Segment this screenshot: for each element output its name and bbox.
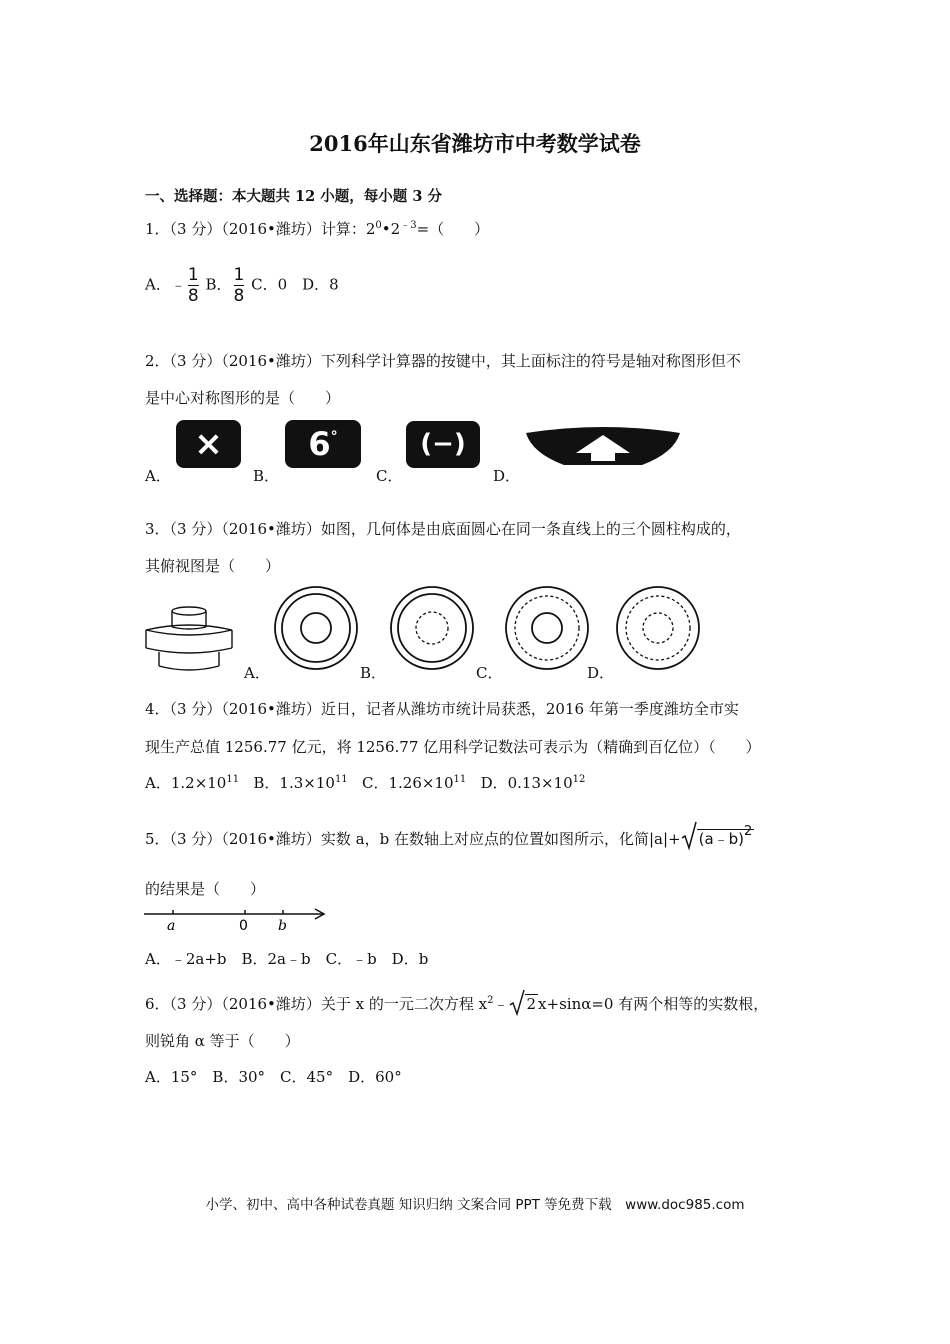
q1-options-cd: C．0 D．8 bbox=[251, 275, 339, 294]
q1-option-a-fraction bbox=[188, 266, 199, 305]
multiply-icon: × bbox=[194, 424, 223, 464]
question-5-line-1 bbox=[145, 824, 754, 849]
q1-text-prefix: 1．（3 分）（2016•潍坊）计算：2 bbox=[145, 220, 376, 238]
stacked-cylinders-figure bbox=[143, 606, 235, 672]
q2-option-d-label: D． bbox=[493, 467, 521, 485]
q5-sqrt-expression bbox=[681, 824, 755, 849]
q1-option-a-label: A． bbox=[145, 275, 171, 294]
axis-label-zero: 0 bbox=[239, 918, 248, 934]
fraction-numerator: 1 bbox=[187, 265, 199, 285]
q3-option-a-label: A． bbox=[244, 664, 270, 682]
q1-exponent-2: ﹣3 bbox=[400, 220, 417, 231]
q1-text-mid: •2 bbox=[381, 220, 401, 238]
question-1-options bbox=[145, 266, 339, 305]
q3-option-d-label: D． bbox=[587, 664, 615, 682]
question-4-line-1: 4．（3 分）（2016•潍坊）近日，记者从潍坊市统计局获悉，2016 年第一季度潍坊全市实 bbox=[145, 700, 739, 718]
q5-radicand: (a﹣b)$^2$ bbox=[698, 824, 753, 848]
q4-option-d: D．$0.13\times 10^{12}$ bbox=[480, 774, 586, 792]
q1-text-suffix: =（ ） bbox=[416, 220, 490, 238]
page-footer: 小学、初中、高中各种试卷真题 知识归纳 文案合同 PPT 等免费下载 www.doc985.com bbox=[205, 1197, 745, 1213]
q3-option-c-label: C． bbox=[476, 664, 503, 682]
q3-option-b-label: B． bbox=[360, 664, 387, 682]
question-6-options: A．15° B．30° C．45° D．60° bbox=[145, 1068, 402, 1086]
q4-option-b: B．$1.3\times 10^{11}$ bbox=[253, 774, 348, 792]
fraction-denominator: 8 bbox=[187, 286, 199, 306]
question-5-line-2: 的结果是（ ） bbox=[145, 880, 266, 898]
q4-option-c: C．$1.26\times 10^{11}$ bbox=[361, 774, 467, 792]
calculator-key-negative bbox=[406, 421, 480, 468]
q4-option-a: A．$1.2\times 10^{11}$ bbox=[145, 774, 240, 792]
q1-option-b-fraction bbox=[234, 266, 245, 305]
section-heading: 一、选择题：本大题共 12 小题，每小题 3 分 bbox=[145, 188, 442, 205]
page-title: 2016年山东省潍坊市中考数学试卷 bbox=[309, 131, 641, 156]
calculator-key-up-arrow bbox=[524, 425, 682, 467]
degree-symbol: ° bbox=[330, 429, 338, 445]
q3-top-view-d bbox=[615, 585, 701, 671]
fraction-denominator: 8 bbox=[233, 286, 245, 306]
q3-top-view-b bbox=[389, 585, 475, 671]
q6-sqrt-two bbox=[509, 995, 539, 1013]
question-3-line-1: 3．（3 分）（2016•潍坊）如图，几何体是由底面圆心在同一条直线上的三个圆柱构成的， bbox=[145, 520, 741, 538]
q5-number-line bbox=[143, 906, 329, 932]
calculator-key-six-degree bbox=[285, 420, 361, 468]
key-six-text: 6 bbox=[308, 425, 331, 463]
q3-top-view-a bbox=[273, 585, 359, 671]
question-3-line-2: 其俯视图是（ ） bbox=[145, 557, 281, 575]
question-4-options bbox=[145, 772, 585, 793]
q1-option-a-sign: ﹣ bbox=[170, 275, 186, 294]
q6-radicand: 2 bbox=[526, 995, 537, 1013]
question-4-line-2: 现生产总值 1256.77 亿元，将 1256.77 亿用科学记数法可表示为（精确到百亿位）（ ） bbox=[145, 738, 761, 756]
q3-top-view-c bbox=[504, 585, 590, 671]
q1-exponent-1: 0 bbox=[375, 220, 382, 231]
q2-option-a-label: A． bbox=[145, 467, 171, 485]
axis-label-a: a bbox=[167, 918, 176, 934]
axis-label-b: b bbox=[278, 918, 287, 934]
calculator-key-multiply bbox=[176, 420, 241, 468]
negative-sign-text: (−) bbox=[420, 429, 466, 459]
question-1-stem bbox=[145, 218, 489, 239]
q1-option-b-label: B． bbox=[205, 275, 232, 294]
question-2-line-2: 是中心对称图形的是（ ） bbox=[145, 389, 341, 407]
question-6-line-2: 则锐角 α 等于（ ） bbox=[145, 1032, 300, 1050]
question-5-options: A．﹣2a+b B．2a﹣b C．﹣b D．b bbox=[145, 950, 429, 968]
q2-option-b-label: B． bbox=[253, 467, 280, 485]
question-2-line-1: 2．（3 分）（2016•潍坊）下列科学计算器的按键中，其上面标注的符号是轴对称图形但不 bbox=[145, 352, 741, 370]
q2-option-c-label: C． bbox=[376, 467, 403, 485]
fraction-numerator: 1 bbox=[233, 265, 245, 285]
q5-text: 5．（3 分）（2016•潍坊）实数 a，b 在数轴上对应点的位置如图所示，化简|a|+ bbox=[145, 830, 681, 848]
question-6-line-1: 6．（3 分）（2016•潍坊）关于 x 的一元二次方程 $x^2﹣$ 2 x+sinα=0 有两个相等的实数根， bbox=[145, 993, 768, 1014]
